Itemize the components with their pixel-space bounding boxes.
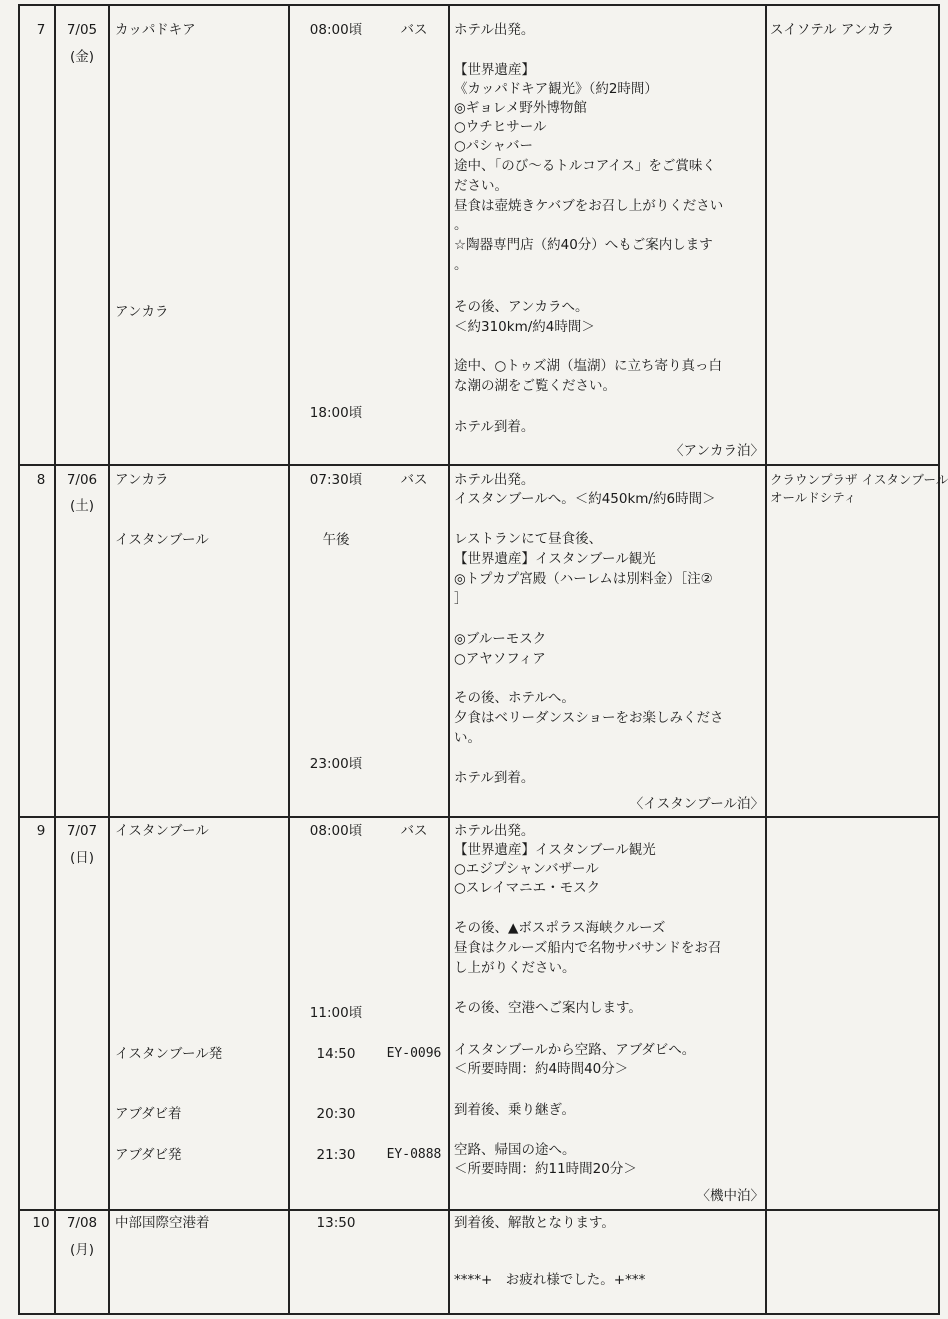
day-number: 10: [32, 1215, 50, 1231]
hotel-name: オールドシティ: [770, 490, 857, 505]
time: 11:00頃: [309, 1005, 363, 1021]
grid-line: [18, 4, 940, 6]
detail-line: 【世界遺産】イスタンブール観光: [454, 551, 656, 567]
detail-line: 到着後、乗り継ぎ。: [454, 1102, 575, 1118]
flight-number: EY-0888: [386, 1147, 442, 1162]
day-date: 7/07: [66, 823, 98, 839]
transport: バス: [400, 823, 428, 839]
detail-line: ○アヤソフィア: [454, 651, 546, 667]
detail-line: ホテル出発。: [454, 472, 535, 488]
detail-line: イスタンブールから空路、アブダビへ。: [454, 1042, 696, 1058]
detail-line: ○スレイマニエ・モスク: [454, 880, 601, 896]
detail-line: ○ウチヒサール: [454, 119, 547, 135]
place: カッパドキア: [115, 22, 196, 38]
overnight-stay: 〈イスタンブール泊〉: [629, 796, 764, 812]
grid-line: [18, 1209, 940, 1211]
detail-line: 到着後、解散となります。: [454, 1215, 615, 1231]
overnight-stay: 〈アンカラ泊〉: [670, 443, 764, 459]
day-weekday: (土): [69, 498, 95, 514]
place: イスタンブール: [115, 532, 209, 548]
detail-line: ＜所要時間：約11時間20分＞: [454, 1161, 637, 1177]
grid-line: [18, 464, 940, 466]
day-weekday: (日): [69, 850, 95, 866]
detail-line: その後、アンカラへ。: [454, 299, 589, 315]
grid-line: [54, 4, 56, 1314]
time: 14:50: [316, 1046, 356, 1062]
day-number: 7: [36, 22, 46, 38]
time: 21:30: [316, 1147, 356, 1163]
day-date: 7/05: [66, 22, 98, 38]
detail-line: 空路、帰国の途へ。: [454, 1142, 576, 1158]
detail-line: 夕食はベリーダンスショーをお楽しみくださ: [454, 710, 724, 726]
detail-line: ホテル到着。: [454, 419, 535, 435]
overnight-stay: 〈機中泊〉: [696, 1188, 764, 1204]
place: イスタンブール発: [115, 1046, 223, 1062]
grid-line: [18, 4, 20, 1314]
day-date: 7/06: [66, 472, 98, 488]
time: 午後: [322, 532, 350, 548]
grid-line: [108, 4, 110, 1314]
grid-line: [18, 1313, 940, 1315]
detail-line: その後、空港へご案内します。: [454, 1000, 642, 1016]
day-weekday: (金): [69, 49, 95, 65]
detail-line: ○パシャバー: [454, 138, 534, 154]
grid-line: [18, 816, 940, 818]
detail-line: イスタンブールへ。＜約450km/約6時間＞: [454, 491, 716, 507]
time: 20:30: [316, 1106, 356, 1122]
hotel-name: クラウンプラザ イスタンブール: [770, 472, 948, 487]
place: アンカラ: [115, 472, 169, 488]
grid-line: [938, 4, 940, 1314]
place: 中部国際空港着: [115, 1215, 210, 1231]
detail-line: 。: [454, 257, 468, 273]
detail-line: 《カッパドキア観光》（約2時間）: [454, 81, 658, 97]
day-weekday: (月): [69, 1242, 95, 1258]
detail-line: 昼食はクルーズ船内で名物サバサンドをお召: [454, 940, 722, 956]
transport: バス: [400, 22, 428, 38]
transport: バス: [400, 472, 428, 488]
time: 23:00頃: [309, 756, 363, 772]
place: アブダビ発: [115, 1147, 182, 1163]
grid-line: [448, 4, 450, 1314]
day-date: 7/08: [66, 1215, 98, 1231]
detail-line: ☆陶器専門店（約40分）へもご案内します: [454, 237, 713, 253]
detail-line: その後、ホテルへ。: [454, 690, 575, 706]
time: 18:00頃: [309, 405, 363, 421]
flight-number: EY-0096: [386, 1046, 442, 1061]
detail-line: レストランにて昼食後、: [454, 531, 603, 547]
hotel-name: スイソテル アンカラ: [770, 22, 895, 38]
detail-line: し上がりください。: [454, 960, 576, 976]
grid-line: [765, 4, 767, 1314]
place: イスタンブール: [115, 823, 209, 839]
closing-message: ****+ お疲れ様でした。+***: [454, 1272, 646, 1288]
time: 13:50: [316, 1215, 356, 1231]
detail-line: ◎トプカプ宮殿（ハーレムは別料金）［注②: [454, 571, 713, 587]
detail-line: ＜約310km/約4時間＞: [454, 319, 595, 335]
detail-line: 。: [454, 217, 468, 233]
detail-line: 途中、○トゥズ湖（塩湖）に立ち寄り真っ白: [454, 358, 722, 374]
detail-line: ＜所要時間：約4時間40分＞: [454, 1061, 629, 1077]
detail-line: ○エジプシャンバザール: [454, 861, 599, 877]
detail-line: ◎ギョレメ野外博物館: [454, 100, 587, 116]
detail-line: 【世界遺産】イスタンブール観光: [454, 842, 656, 858]
time: 08:00頃: [309, 22, 363, 38]
detail-line: ホテル出発。: [454, 823, 535, 839]
grid-line: [288, 4, 290, 1314]
time: 07:30頃: [309, 472, 363, 488]
detail-line: ホテル出発。: [454, 22, 535, 38]
day-number: 9: [36, 823, 46, 839]
time: 08:00頃: [309, 823, 363, 839]
detail-line: その後、▲ボスポラス海峡クルーズ: [454, 920, 666, 936]
detail-line: 【世界遺産】: [454, 62, 535, 78]
detail-line: ださい。: [454, 178, 508, 194]
detail-line: な潮の湖をご覧ください。: [454, 378, 616, 394]
detail-line: ］: [454, 591, 468, 607]
detail-line: ホテル到着。: [454, 770, 535, 786]
detail-line: ◎ブルーモスク: [454, 631, 547, 647]
detail-line: い。: [454, 730, 481, 746]
detail-line: 途中、「のび～るトルコアイス」をご賞味く: [454, 158, 716, 174]
place: アブダビ着: [115, 1106, 182, 1122]
day-number: 8: [36, 472, 46, 488]
place: アンカラ: [115, 304, 169, 320]
detail-line: 昼食は壺焼きケバブをお召し上がりください: [454, 198, 724, 214]
